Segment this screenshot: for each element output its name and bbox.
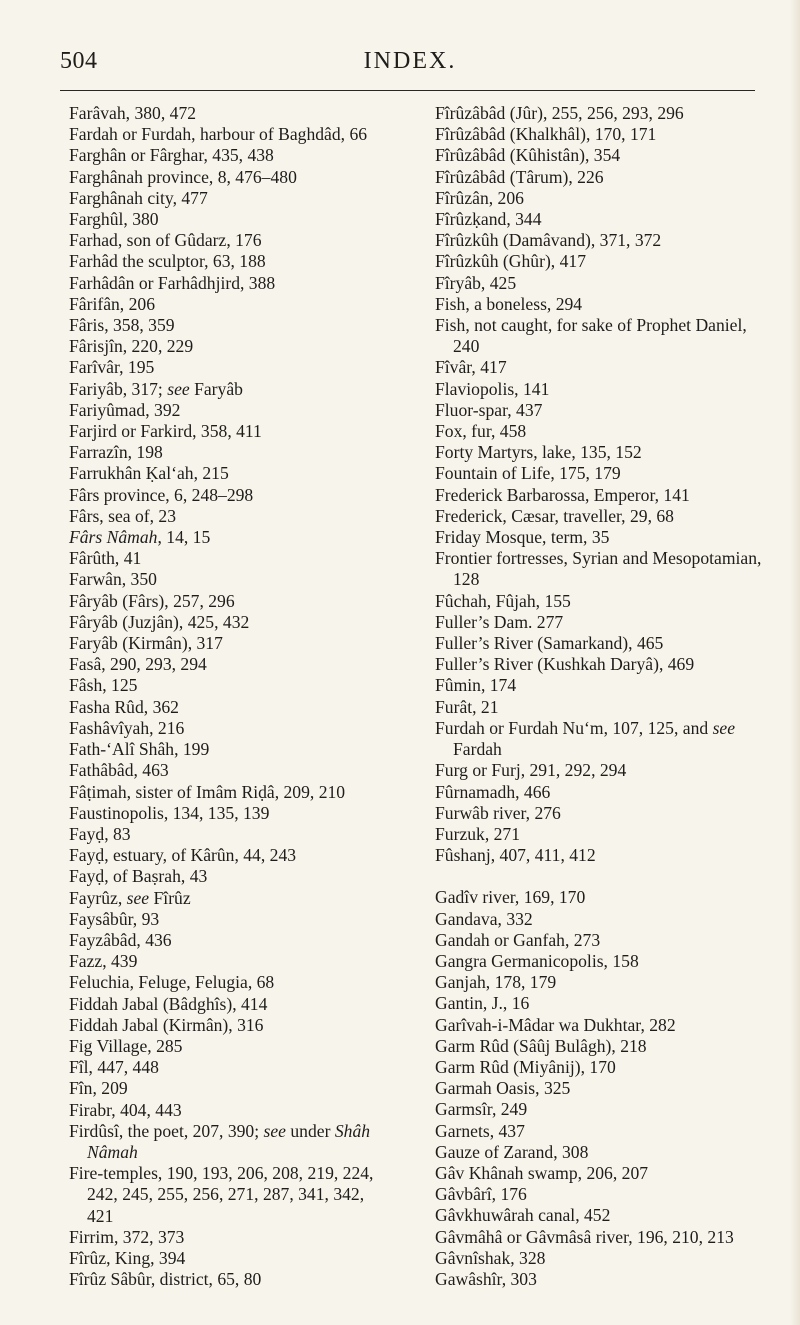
index-entry: Gauze of Zarand, 308 <box>435 1141 589 1162</box>
index-entry: Fûrnamadh, 466 <box>435 781 551 802</box>
index-entry: Fiddah Jabal (Bâdghîs), 414 <box>69 993 268 1014</box>
index-entry: Fashâvîyah, 216 <box>69 717 185 738</box>
index-entry: Gadîv river, 169, 170 <box>435 887 586 908</box>
header-rule <box>60 90 755 91</box>
index-entry: Fuller’s Dam. 277 <box>435 611 564 632</box>
index-entry: Furât, 21 <box>435 696 499 717</box>
index-entry: Farghûl, 380 <box>69 209 159 230</box>
index-entry: Farwân, 350 <box>69 569 157 590</box>
index-entry: Friday Mosque, term, 35 <box>435 527 610 548</box>
index-entry: Fardah or Furdah, harbour of Baghdâd, 66 <box>69 124 368 145</box>
index-entry: Gawâshîr, 303 <box>435 1268 537 1289</box>
index-entry: Fîrûz Sâbûr, district, 65, 80 <box>69 1269 262 1290</box>
index-entry: Furzuk, 271 <box>435 823 521 844</box>
index-entry: Gâv Khânah swamp, 206, 207 <box>435 1162 649 1183</box>
index-entry: Fayḍ, of Baṣrah, 43 <box>69 866 208 887</box>
index-entry: Farjird or Farkird, 358, 411 <box>69 421 262 442</box>
page-edge-shadow <box>790 0 800 1325</box>
index-entry: Fish, not caught, for sake of Prophet Daniel, 240 <box>435 315 747 357</box>
index-entry: Fayḍ, estuary, of Kârûn, 44, 243 <box>69 845 297 866</box>
index-entry: Gandava, 332 <box>435 908 533 929</box>
index-entry: Frederick, Cæsar, traveller, 29, 68 <box>435 505 674 526</box>
index-entry: Frederick Barbarossa, Emperor, 141 <box>435 484 690 505</box>
index-entry: Fariyâb, 317; see Faryâb <box>69 378 243 399</box>
index-entry: Fîrûzâbâd (Târum), 226 <box>435 166 604 187</box>
index-entry: Farghân or Fârghar, 435, 438 <box>69 145 274 166</box>
index-entry: Fasha Rûd, 362 <box>69 696 179 717</box>
index-entry: Furwâb river, 276 <box>435 802 561 823</box>
index-entry: Fig Village, 285 <box>69 1035 183 1056</box>
index-entry: Fârisjîn, 220, 229 <box>69 336 194 357</box>
index-column-left <box>69 103 379 1290</box>
index-entry: Farîvâr, 195 <box>69 357 155 378</box>
index-entry: Furg or Furj, 291, 292, 294 <box>435 760 627 781</box>
index-entry: Fîrûzâbâd (Kûhistân), 354 <box>435 145 621 166</box>
index-entry: Gâvkhuwârah canal, 452 <box>435 1205 611 1226</box>
index-entry: Fârs province, 6, 248–298 <box>69 484 254 505</box>
index-entry: Fox, fur, 458 <box>435 421 527 442</box>
index-entry: Faryâb (Kirmân), 317 <box>69 633 223 654</box>
index-entry: Garm Rûd (Miyânij), 170 <box>435 1056 616 1077</box>
index-entry: Garîvah-i-Mâdar wa Dukhtar, 282 <box>435 1014 676 1035</box>
index-column-right <box>435 103 765 1290</box>
index-entry: Fayḍ, 83 <box>69 823 131 844</box>
page-number: 504 <box>60 48 98 74</box>
index-entry: Fâryâb (Fârs), 257, 296 <box>69 590 235 611</box>
index-entry: Ganjah, 178, 179 <box>435 972 557 993</box>
index-entry: Fîrûzkûh (Ghûr), 417 <box>435 251 586 272</box>
index-entry: Fârifân, 206 <box>69 293 155 314</box>
index-entry: Fârs, sea of, 23 <box>69 505 177 526</box>
index-entry: Fuller’s River (Kushkah Daryâ), 469 <box>435 654 695 675</box>
index-entry: Fiddah Jabal (Kirmân), 316 <box>69 1014 264 1035</box>
index-entry: Gangra Germanicopolis, 158 <box>435 950 639 971</box>
index-entry: Farhad, son of Gûdarz, 176 <box>69 230 262 251</box>
index-entry: Flaviopolis, 141 <box>435 378 550 399</box>
index-entry: Firrim, 372, 373 <box>69 1226 185 1247</box>
index-entry: Farghânah city, 477 <box>69 187 208 208</box>
index-entry: Fûshanj, 407, 411, 412 <box>435 845 596 866</box>
index-entry: Fîrûzḳand, 344 <box>435 209 542 230</box>
page-header <box>60 48 760 88</box>
index-entry: Garnets, 437 <box>435 1120 525 1141</box>
index-entry: Fûmin, 174 <box>435 675 517 696</box>
index-entry: Fayrûz, see Fîrûz <box>69 887 191 908</box>
index-entry: Firdûsî, the poet, 207, 390; see under Shâh Nâmah <box>69 1120 371 1162</box>
index-entry: Farghânah province, 8, 476–480 <box>69 166 297 187</box>
index-entry: Fasâ, 290, 293, 294 <box>69 654 207 675</box>
index-entry: Farhâd the sculptor, 63, 188 <box>69 251 266 272</box>
index-entry: Fîl, 447, 448 <box>69 1057 159 1078</box>
index-entry: Fountain of Life, 175, 179 <box>435 463 621 484</box>
index-entry: Fluor-spar, 437 <box>435 399 543 420</box>
index-entry: Fîrûzâbâd (Jûr), 255, 256, 293, 296 <box>435 103 684 123</box>
index-entry: Farhâdân or Farhâdhjird, 388 <box>69 272 276 293</box>
index-entry: Fîrûzân, 206 <box>435 187 524 208</box>
index-entry: Garm Rûd (Sâûj Bulâgh), 218 <box>435 1035 647 1056</box>
index-entry: Fîryâb, 425 <box>435 272 517 293</box>
index-entry: Fîrûzkûh (Damâvand), 371, 372 <box>435 230 662 251</box>
index-entry: Garmsîr, 249 <box>435 1099 528 1120</box>
index-entry: Fîrûz, King, 394 <box>69 1247 186 1268</box>
index-entry: Fire-temples, 190, 193, 206, 208, 219, 224, 242, 245, 255, 256, 271, 287, 341, 342, 421 <box>69 1163 374 1226</box>
index-entry: Fâṭimah, sister of Imâm Riḍâ, 209, 210 <box>69 781 346 802</box>
index-entry: Fâryâb (Juzjân), 425, 432 <box>69 611 250 632</box>
index-entry: Gâvmâhâ or Gâvmâsâ river, 196, 210, 213 <box>435 1226 734 1247</box>
index-entry: Gantin, J., 16 <box>435 993 530 1014</box>
index-entry: Fazz, 439 <box>69 951 138 972</box>
index-entry: Gandah or Ganfah, 273 <box>435 929 601 950</box>
index-entry: Firabr, 404, 443 <box>69 1099 182 1120</box>
index-entry: Fâsh, 125 <box>69 675 138 696</box>
index-entry: Fîrûzâbâd (Khalkhâl), 170, 171 <box>435 124 657 145</box>
index-entry: Faysâbûr, 93 <box>69 908 160 929</box>
index-entry: Frontier fortresses, Syrian and Mesopotamian, 128 <box>435 548 762 590</box>
index-entry: Fathâbâd, 463 <box>69 760 169 781</box>
index-entry: Gâvbârî, 176 <box>435 1184 527 1205</box>
index-entry: Fârûth, 41 <box>69 548 142 569</box>
index-entry: Fariyûmad, 392 <box>69 399 181 420</box>
index-entry: Fath-‘Alî Shâh, 199 <box>69 739 210 760</box>
index-entry: Fârs Nâmah, 14, 15 <box>69 527 211 548</box>
index-entry: Furdah or Furdah Nu‘m, 107, 125, and see Fardah <box>435 717 736 760</box>
index-entry: Fayzâbâd, 436 <box>69 929 172 950</box>
index-entry: Fîvâr, 417 <box>435 357 507 378</box>
index-entry: Fâris, 358, 359 <box>69 315 175 336</box>
running-head: INDEX. <box>363 48 457 74</box>
index-entry: Farrukhân Ḳal‘ah, 215 <box>69 463 229 484</box>
index-entry: Farrazîn, 198 <box>69 442 163 463</box>
index-entry: Fûchah, Fûjah, 155 <box>435 590 571 611</box>
index-entry: Gâvnîshak, 328 <box>435 1247 546 1268</box>
index-entry: Farâvah, 380, 472 <box>69 103 197 123</box>
index-entry: Fish, a boneless, 294 <box>435 293 583 314</box>
index-entry: Forty Martyrs, lake, 135, 152 <box>435 442 642 463</box>
index-entry: Feluchia, Feluge, Felugia, 68 <box>69 972 275 993</box>
index-entry: Fîn, 209 <box>69 1078 128 1099</box>
index-entry: Garmah Oasis, 325 <box>435 1078 571 1099</box>
index-entry: Fuller’s River (Samarkand), 465 <box>435 633 664 654</box>
index-entry: Faustinopolis, 134, 135, 139 <box>69 802 270 823</box>
